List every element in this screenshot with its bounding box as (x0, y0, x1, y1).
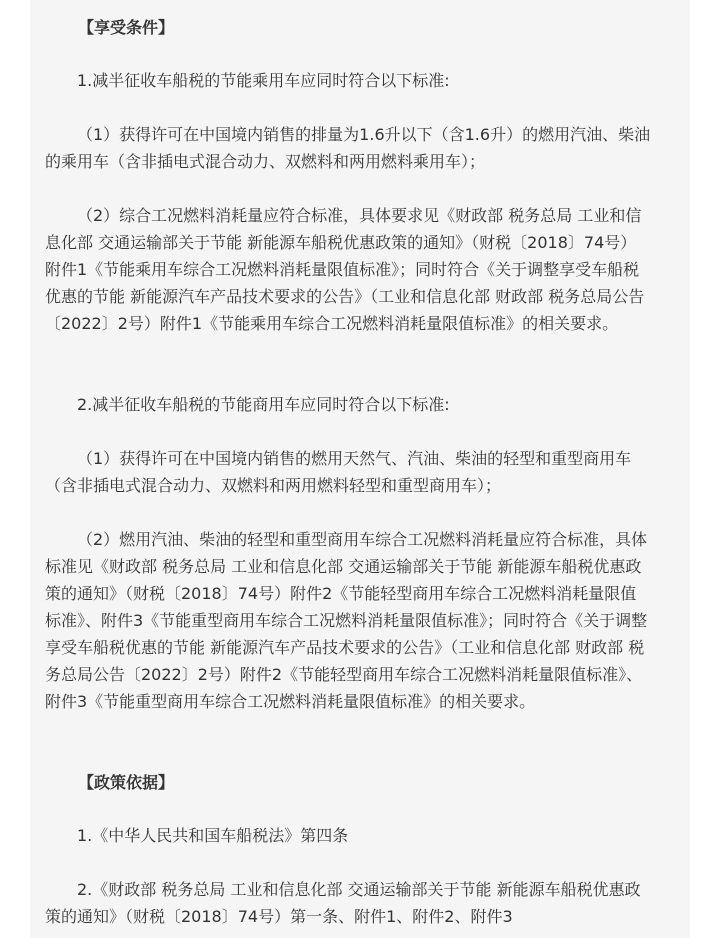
paragraph-basis-2: 2.《财政部 税务总局 工业和信息化部 交通运输部关于节能 新能源车船税优惠政策的通知》（财税〔2018〕74号）第一条、附件1、附件2、附件3 (45, 880, 641, 926)
paragraph-commercial-car-intro: 2.减半征收车船税的节能商用车应同时符合以下标准: (77, 395, 450, 414)
conditions-heading: 【享受条件】 (78, 18, 175, 37)
basis-heading: 【政策依据】 (78, 773, 175, 792)
paragraph-passenger-car-intro: 1.减半征收车船税的节能乘用车应同时符合以下标准: (77, 71, 450, 90)
paragraph-commercial-car-criterion-1: （1）获得许可在中国境内销售的燃用天然气、汽油、柴油的轻型和重型商用车（含非插电式混合动力、双燃料和两用燃料轻型和重型商用车）； (45, 449, 632, 495)
paragraph-commercial-car-criterion-2: （2）燃用汽油、柴油的轻型和重型商用车综合工况燃料消耗量应符合标准，具体标准见《财政部 税务总局 工业和信息化部 交通运输部关于节能 新能源车船税优惠政策的通知》（财税〔2018〕74号）附件2《节能轻型商用车综合工况燃料消耗量限值标准》、附件3《节能重型商用车综合工况燃料消耗量限值标准》；同时符合《关于调整享受车船税优惠的节能 新能源汽车产品技术要求的公告》（工业和信息化部 财政部 税务总局公告〔2022〕2号）附件2《节能轻型商用车综合工况燃料消耗量限值标准》、附件3《节能重型商用车综合工况燃料消耗量限值标准》的相关要求。 (45, 530, 648, 711)
paragraph-basis-1: 1.《中华人民共和国车船税法》第四条 (77, 826, 349, 845)
paragraph-passenger-car-criterion-1: （1）获得许可在中国境内销售的排量为1.6升以下（含1.6升）的燃用汽油、柴油的乘用车（含非插电式混合动力、双燃料和两用燃料乘用车）； (45, 125, 651, 171)
paragraph-passenger-car-criterion-2: （2）综合工况燃料消耗量应符合标准，具体要求见《财政部 税务总局 工业和信息化部 交通运输部关于节能 新能源车船税优惠政策的通知》（财税〔2018〕74号）附件1《节能乘用车综合工况燃料消耗量限值标准》；同时符合《关于调整享受车船税优惠的节能 新能源汽车产品技术要求的公告》（工业和信息化部 财政部 税务总局公告〔2022〕2号）附件1《节能乘用车综合工况燃料消耗量限值标准》的相关要求。 (45, 206, 645, 333)
